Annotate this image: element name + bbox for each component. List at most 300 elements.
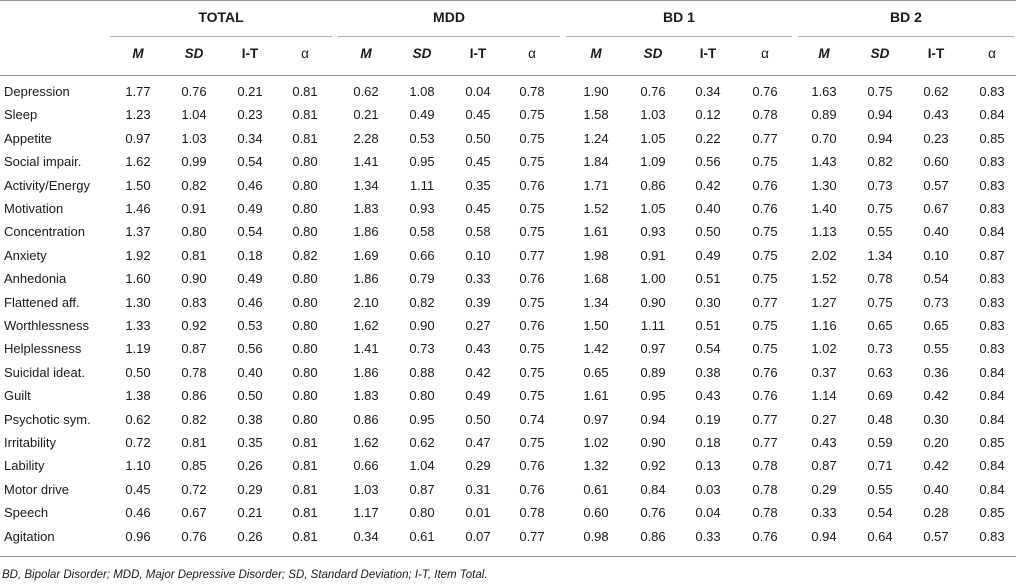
table-cell: 1.09	[640, 154, 666, 170]
table-cell: 0.59	[867, 435, 893, 450]
table-cell: 1.11	[409, 177, 435, 193]
table-cell: 0.77	[752, 435, 778, 450]
table-cell: 1.23	[125, 107, 151, 123]
table-cell: 1.16	[811, 318, 837, 333]
table-cell: 0.01	[465, 505, 491, 521]
table-cell: 0.27	[465, 318, 491, 333]
table-cell: 0.85	[181, 458, 207, 474]
group-header: TOTAL	[198, 9, 244, 25]
table-footnote: BD, Bipolar Disorder; MDD, Major Depressive Disorder; SD, Standard Deviation; I-T, Item Total.	[2, 569, 488, 581]
table-cell: 0.83	[979, 528, 1005, 544]
table-cell: 0.93	[640, 224, 666, 240]
table-cell: 0.87	[409, 481, 435, 497]
table-cell: 0.86	[181, 388, 207, 404]
table-cell: 0.80	[409, 388, 435, 404]
table-cell: 0.78	[519, 505, 545, 521]
table-cell: 0.81	[292, 435, 318, 450]
table-cell: 0.84	[979, 411, 1005, 427]
table-cell: 0.07	[465, 528, 491, 544]
table-cell: 1.92	[125, 247, 151, 263]
column-header: SD	[412, 46, 432, 61]
table-cell: 0.80	[292, 388, 318, 404]
table-cell: 1.86	[353, 364, 379, 380]
table-cell: 0.82	[181, 177, 207, 193]
table-cell: 0.81	[292, 505, 318, 521]
table-cell: 0.90	[640, 294, 666, 310]
table-cell: 0.65	[583, 364, 609, 380]
table-cell: 0.49	[695, 247, 721, 263]
table-cell: 0.78	[752, 481, 778, 497]
table-cell: 0.33	[465, 271, 491, 287]
table-cell: 0.74	[519, 411, 545, 427]
table-cell: 0.80	[292, 411, 318, 427]
table-cell: 2.10	[353, 294, 379, 310]
table-cell: 1.62	[353, 435, 379, 450]
table-cell: 1.10	[125, 458, 151, 474]
table-cell: 0.86	[640, 177, 666, 193]
table-cell: 0.34	[237, 130, 263, 146]
table-cell: 1.34	[353, 177, 379, 193]
column-header: I-T	[699, 46, 717, 61]
table-cell: 0.18	[695, 435, 721, 450]
table-cell: 0.43	[811, 435, 837, 450]
table-cell: 0.75	[519, 201, 545, 216]
table-cell: 0.40	[237, 364, 263, 380]
table-cell: 0.47	[465, 435, 491, 450]
table-cell: 0.77	[519, 528, 545, 544]
table-cell: 1.30	[125, 294, 151, 310]
table-cell: 0.57	[923, 177, 949, 193]
table-cell: 1.05	[640, 130, 666, 146]
table-cell: 0.77	[752, 411, 778, 427]
column-header: SD	[870, 46, 890, 61]
row-label: Motor drive	[4, 481, 70, 497]
table-cell: 0.23	[237, 107, 263, 123]
table-cell: 0.87	[979, 247, 1005, 263]
table-cell: 0.76	[519, 458, 545, 474]
table-cell: 0.28	[923, 505, 949, 521]
table-cell: 0.75	[867, 201, 893, 216]
table-cell: 1.41	[353, 341, 379, 357]
table-cell: 0.49	[465, 388, 491, 404]
table-cell: 0.51	[695, 271, 721, 287]
table-cell: 0.96	[125, 528, 151, 544]
table-cell: 0.03	[695, 481, 721, 497]
table-cell: 0.85	[979, 435, 1005, 450]
table-cell: 0.84	[979, 107, 1005, 123]
table-cell: 0.90	[409, 318, 435, 333]
table-cell: 0.55	[867, 481, 893, 497]
table-cell: 0.76	[519, 177, 545, 193]
table-cell: 0.50	[695, 224, 721, 240]
table-cell: 0.04	[695, 505, 721, 521]
table-cell: 0.88	[409, 364, 435, 380]
table-cell: 0.71	[867, 458, 893, 474]
table-cell: 0.54	[237, 224, 263, 240]
table-cell: 0.78	[752, 458, 778, 474]
table-cell: 0.12	[695, 107, 721, 123]
table-cell: 1.41	[353, 154, 379, 170]
table-cell: 1.24	[583, 130, 609, 146]
table-cell: 0.36	[923, 364, 949, 380]
table-cell: 0.42	[923, 388, 949, 404]
table-cell: 0.70	[811, 130, 837, 146]
table-cell: 1.71	[583, 177, 609, 193]
table-cell: 1.43	[811, 154, 837, 170]
table-cell: 0.62	[923, 84, 949, 99]
table-cell: 0.78	[752, 505, 778, 521]
table-cell: 0.56	[695, 154, 721, 170]
table-cell: 1.86	[353, 271, 379, 287]
table-cell: 1.77	[125, 84, 151, 99]
table-cell: 0.50	[237, 388, 263, 404]
table-cell: 0.90	[181, 271, 207, 287]
table-cell: 0.83	[979, 154, 1005, 170]
table-cell: 0.83	[979, 84, 1005, 99]
column-header: M	[132, 46, 144, 61]
column-header: α	[528, 46, 536, 61]
table-cell: 0.19	[695, 411, 721, 427]
table-cell: 0.80	[181, 224, 207, 240]
table-cell: 0.83	[979, 271, 1005, 287]
column-header: α	[761, 46, 769, 61]
table-cell: 0.76	[752, 528, 778, 544]
table-cell: 0.43	[695, 388, 721, 404]
table-cell: 1.32	[583, 458, 609, 474]
table-cell: 0.90	[640, 435, 666, 450]
row-label: Activity/Energy	[4, 177, 90, 193]
row-label: Lability	[4, 458, 45, 474]
table-cell: 0.29	[465, 458, 491, 474]
table-cell: 0.56	[237, 341, 263, 357]
table-cell: 0.82	[409, 294, 435, 310]
table-cell: 1.83	[353, 201, 379, 216]
table-cell: 0.10	[923, 247, 949, 263]
table-cell: 0.45	[465, 107, 491, 123]
table-cell: 0.81	[292, 130, 318, 146]
table-cell: 1.40	[811, 201, 837, 216]
table-cell: 0.86	[353, 411, 379, 427]
table-cell: 0.45	[465, 201, 491, 216]
table-cell: 0.33	[811, 505, 837, 521]
row-label: Depression	[4, 84, 70, 99]
table-cell: 0.49	[237, 271, 263, 287]
group-underline	[566, 36, 792, 37]
table-cell: 0.80	[292, 294, 318, 310]
table-cell: 1.52	[583, 201, 609, 216]
table-cell: 0.65	[867, 318, 893, 333]
table-cell: 0.42	[923, 458, 949, 474]
table-cell: 0.65	[923, 318, 949, 333]
row-label: Motivation	[4, 201, 64, 216]
table-cell: 0.61	[583, 481, 609, 497]
table-cell: 0.82	[867, 154, 893, 170]
table-cell: 0.94	[867, 130, 893, 146]
table-cell: 0.92	[640, 458, 666, 474]
column-header: I-T	[241, 46, 259, 61]
table-cell: 0.73	[867, 177, 893, 193]
table-cell: 0.80	[292, 318, 318, 333]
table-cell: 0.63	[867, 364, 893, 380]
table-cell: 0.84	[979, 388, 1005, 404]
table-bottom-rule	[0, 556, 1016, 557]
table-cell: 0.83	[181, 294, 207, 310]
table-cell: 0.75	[519, 130, 545, 146]
table-cell: 0.21	[237, 505, 263, 521]
table-cell: 0.80	[292, 201, 318, 216]
table-cell: 0.31	[465, 481, 491, 497]
table-cell: 0.53	[409, 130, 435, 146]
table-cell: 0.76	[640, 505, 666, 521]
table-cell: 0.34	[353, 528, 379, 544]
table-cell: 0.84	[979, 458, 1005, 474]
table-cell: 0.95	[409, 154, 435, 170]
table-cell: 0.23	[923, 130, 949, 146]
table-cell: 1.33	[125, 318, 151, 333]
table-cell: 0.94	[811, 528, 837, 544]
table-cell: 0.46	[237, 294, 263, 310]
table-cell: 0.78	[181, 364, 207, 380]
table-cell: 0.77	[752, 130, 778, 146]
table-cell: 0.77	[519, 247, 545, 263]
table-cell: 0.67	[181, 505, 207, 521]
table-cell: 0.83	[979, 201, 1005, 216]
table-cell: 0.40	[923, 224, 949, 240]
table-cell: 0.48	[867, 411, 893, 427]
table-cell: 1.50	[583, 318, 609, 333]
table-cell: 0.95	[640, 388, 666, 404]
table-cell: 0.75	[519, 388, 545, 404]
table-cell: 0.30	[923, 411, 949, 427]
table-cell: 1.83	[353, 388, 379, 404]
table-cell: 0.83	[979, 177, 1005, 193]
row-label: Social impair.	[4, 154, 82, 170]
group-header: MDD	[433, 9, 465, 25]
column-header: I-T	[469, 46, 487, 61]
table-cell: 0.67	[923, 201, 949, 216]
table-cell: 0.37	[811, 364, 837, 380]
table-cell: 0.58	[465, 224, 491, 240]
table-cell: 0.79	[409, 271, 435, 287]
table-cell: 1.13	[811, 224, 837, 240]
column-header: α	[988, 46, 996, 61]
table-cell: 1.84	[583, 154, 609, 170]
table-cell: 1.37	[125, 224, 151, 240]
table-cell: 0.80	[292, 364, 318, 380]
table-cell: 0.62	[125, 411, 151, 427]
table-cell: 0.20	[923, 435, 949, 450]
column-header: I-T	[927, 46, 945, 61]
table-cell: 0.95	[409, 411, 435, 427]
table-cell: 0.42	[465, 364, 491, 380]
table-cell: 1.34	[867, 247, 893, 263]
table-cell: 0.89	[811, 107, 837, 123]
row-label: Agitation	[4, 528, 55, 544]
table-cell: 0.55	[923, 341, 949, 357]
table-cell: 1.63	[811, 84, 837, 99]
table-cell: 0.21	[353, 107, 379, 123]
group-underline	[110, 36, 332, 37]
row-label: Anxiety	[4, 247, 47, 263]
table-cell: 0.29	[811, 481, 837, 497]
table-cell: 0.81	[181, 435, 207, 450]
table-cell: 1.34	[583, 294, 609, 310]
row-label: Flattened aff.	[4, 294, 80, 310]
table-cell: 0.66	[353, 458, 379, 474]
table-cell: 0.45	[125, 481, 151, 497]
group-underline	[338, 36, 560, 37]
table-cell: 0.55	[867, 224, 893, 240]
table-cell: 0.76	[519, 318, 545, 333]
table-cell: 0.91	[181, 201, 207, 216]
table-cell: 0.21	[237, 84, 263, 99]
table-cell: 1.50	[125, 177, 151, 193]
table-cell: 0.40	[695, 201, 721, 216]
table-cell: 0.54	[695, 341, 721, 357]
table-cell: 0.83	[979, 294, 1005, 310]
table-cell: 0.76	[519, 481, 545, 497]
table-cell: 2.02	[811, 247, 837, 263]
table-cell: 0.80	[292, 154, 318, 170]
table-cell: 1.42	[583, 341, 609, 357]
column-header: α	[301, 46, 309, 61]
table-cell: 0.72	[125, 435, 151, 450]
group-header: BD 1	[663, 9, 695, 25]
table-cell: 0.75	[519, 294, 545, 310]
table-cell: 1.03	[640, 107, 666, 123]
table-cell: 0.91	[640, 247, 666, 263]
table-cell: 0.82	[292, 247, 318, 263]
table-cell: 1.04	[181, 107, 207, 123]
table-cell: 0.75	[867, 294, 893, 310]
table-cell: 0.81	[292, 481, 318, 497]
table-cell: 0.97	[640, 341, 666, 357]
table-cell: 0.78	[867, 271, 893, 287]
table-cell: 1.03	[353, 481, 379, 497]
table-cell: 0.40	[923, 481, 949, 497]
row-label: Concentration	[4, 224, 85, 240]
table-cell: 0.81	[292, 84, 318, 99]
table-cell: 0.54	[867, 505, 893, 521]
table-cell: 0.81	[292, 107, 318, 123]
row-label: Psychotic sym.	[4, 411, 91, 427]
table-cell: 0.75	[519, 435, 545, 450]
table-cell: 0.42	[695, 177, 721, 193]
column-header: M	[590, 46, 602, 61]
table-cell: 0.62	[409, 435, 435, 450]
table-cell: 0.46	[125, 505, 151, 521]
table-cell: 0.53	[237, 318, 263, 333]
table-cell: 0.80	[292, 177, 318, 193]
table-cell: 0.38	[695, 364, 721, 380]
table-cell: 2.28	[353, 130, 379, 146]
table-cell: 1.61	[583, 224, 609, 240]
table-cell: 0.97	[583, 411, 609, 427]
column-header: SD	[643, 46, 663, 61]
table-cell: 1.62	[353, 318, 379, 333]
table-cell: 0.76	[752, 177, 778, 193]
table-cell: 0.60	[583, 505, 609, 521]
table-cell: 1.38	[125, 388, 151, 404]
table-top-rule	[0, 0, 1016, 1]
table-cell: 0.75	[752, 318, 778, 333]
table-cell: 0.76	[181, 528, 207, 544]
table-cell: 0.61	[409, 528, 435, 544]
table-cell: 0.81	[292, 458, 318, 474]
table-cell: 0.73	[867, 341, 893, 357]
table-cell: 0.84	[979, 481, 1005, 497]
table-cell: 0.76	[519, 271, 545, 287]
table-cell: 1.05	[640, 201, 666, 216]
table-cell: 0.60	[923, 154, 949, 170]
table-cell: 0.49	[409, 107, 435, 123]
table-cell: 0.85	[979, 505, 1005, 521]
row-label: Appetite	[4, 130, 52, 146]
table-cell: 0.26	[237, 458, 263, 474]
table-cell: 0.43	[923, 107, 949, 123]
table-cell: 1.30	[811, 177, 837, 193]
table-cell: 0.85	[979, 130, 1005, 146]
table-cell: 0.75	[867, 84, 893, 99]
table-cell: 0.86	[640, 528, 666, 544]
table-cell: 0.78	[752, 107, 778, 123]
table-cell: 0.92	[181, 318, 207, 333]
table-cell: 1.46	[125, 201, 151, 216]
row-label: Helplessness	[4, 341, 82, 357]
table-cell: 0.76	[752, 388, 778, 404]
table-cell: 0.69	[867, 388, 893, 404]
table-cell: 0.87	[811, 458, 837, 474]
table-cell: 0.35	[237, 435, 263, 450]
table-cell: 1.62	[125, 154, 151, 170]
group-header: BD 2	[890, 9, 922, 25]
table-cell: 0.78	[519, 84, 545, 99]
table-cell: 0.45	[465, 154, 491, 170]
table-cell: 0.43	[465, 341, 491, 357]
table-cell: 0.75	[519, 154, 545, 170]
row-label: Irritability	[4, 435, 57, 450]
table-cell: 1.11	[640, 318, 666, 333]
table-cell: 0.10	[465, 247, 491, 263]
table-cell: 0.72	[181, 481, 207, 497]
table-cell: 0.80	[409, 505, 435, 521]
table-cell: 0.30	[695, 294, 721, 310]
table-cell: 1.02	[811, 341, 837, 357]
table-cell: 0.84	[979, 364, 1005, 380]
table-cell: 1.61	[583, 388, 609, 404]
table-cell: 1.52	[811, 271, 837, 287]
table-cell: 0.57	[923, 528, 949, 544]
table-cell: 1.60	[125, 271, 151, 287]
table-cell: 1.86	[353, 224, 379, 240]
table-cell: 0.64	[867, 528, 893, 544]
table-cell: 0.04	[465, 84, 491, 99]
table-cell: 0.75	[519, 341, 545, 357]
table-cell: 0.73	[409, 341, 435, 357]
table-cell: 0.76	[640, 84, 666, 99]
table-cell: 0.75	[752, 154, 778, 170]
table-cell: 0.99	[181, 154, 207, 170]
table-cell: 0.80	[292, 271, 318, 287]
table-cell: 0.22	[695, 130, 721, 146]
table-cell: 1.04	[409, 458, 435, 474]
column-header: M	[360, 46, 372, 61]
table-cell: 0.62	[353, 84, 379, 99]
row-label: Anhedonia	[4, 271, 67, 287]
table-cell: 0.51	[695, 318, 721, 333]
table-cell: 0.18	[237, 247, 263, 263]
table-cell: 0.27	[811, 411, 837, 427]
